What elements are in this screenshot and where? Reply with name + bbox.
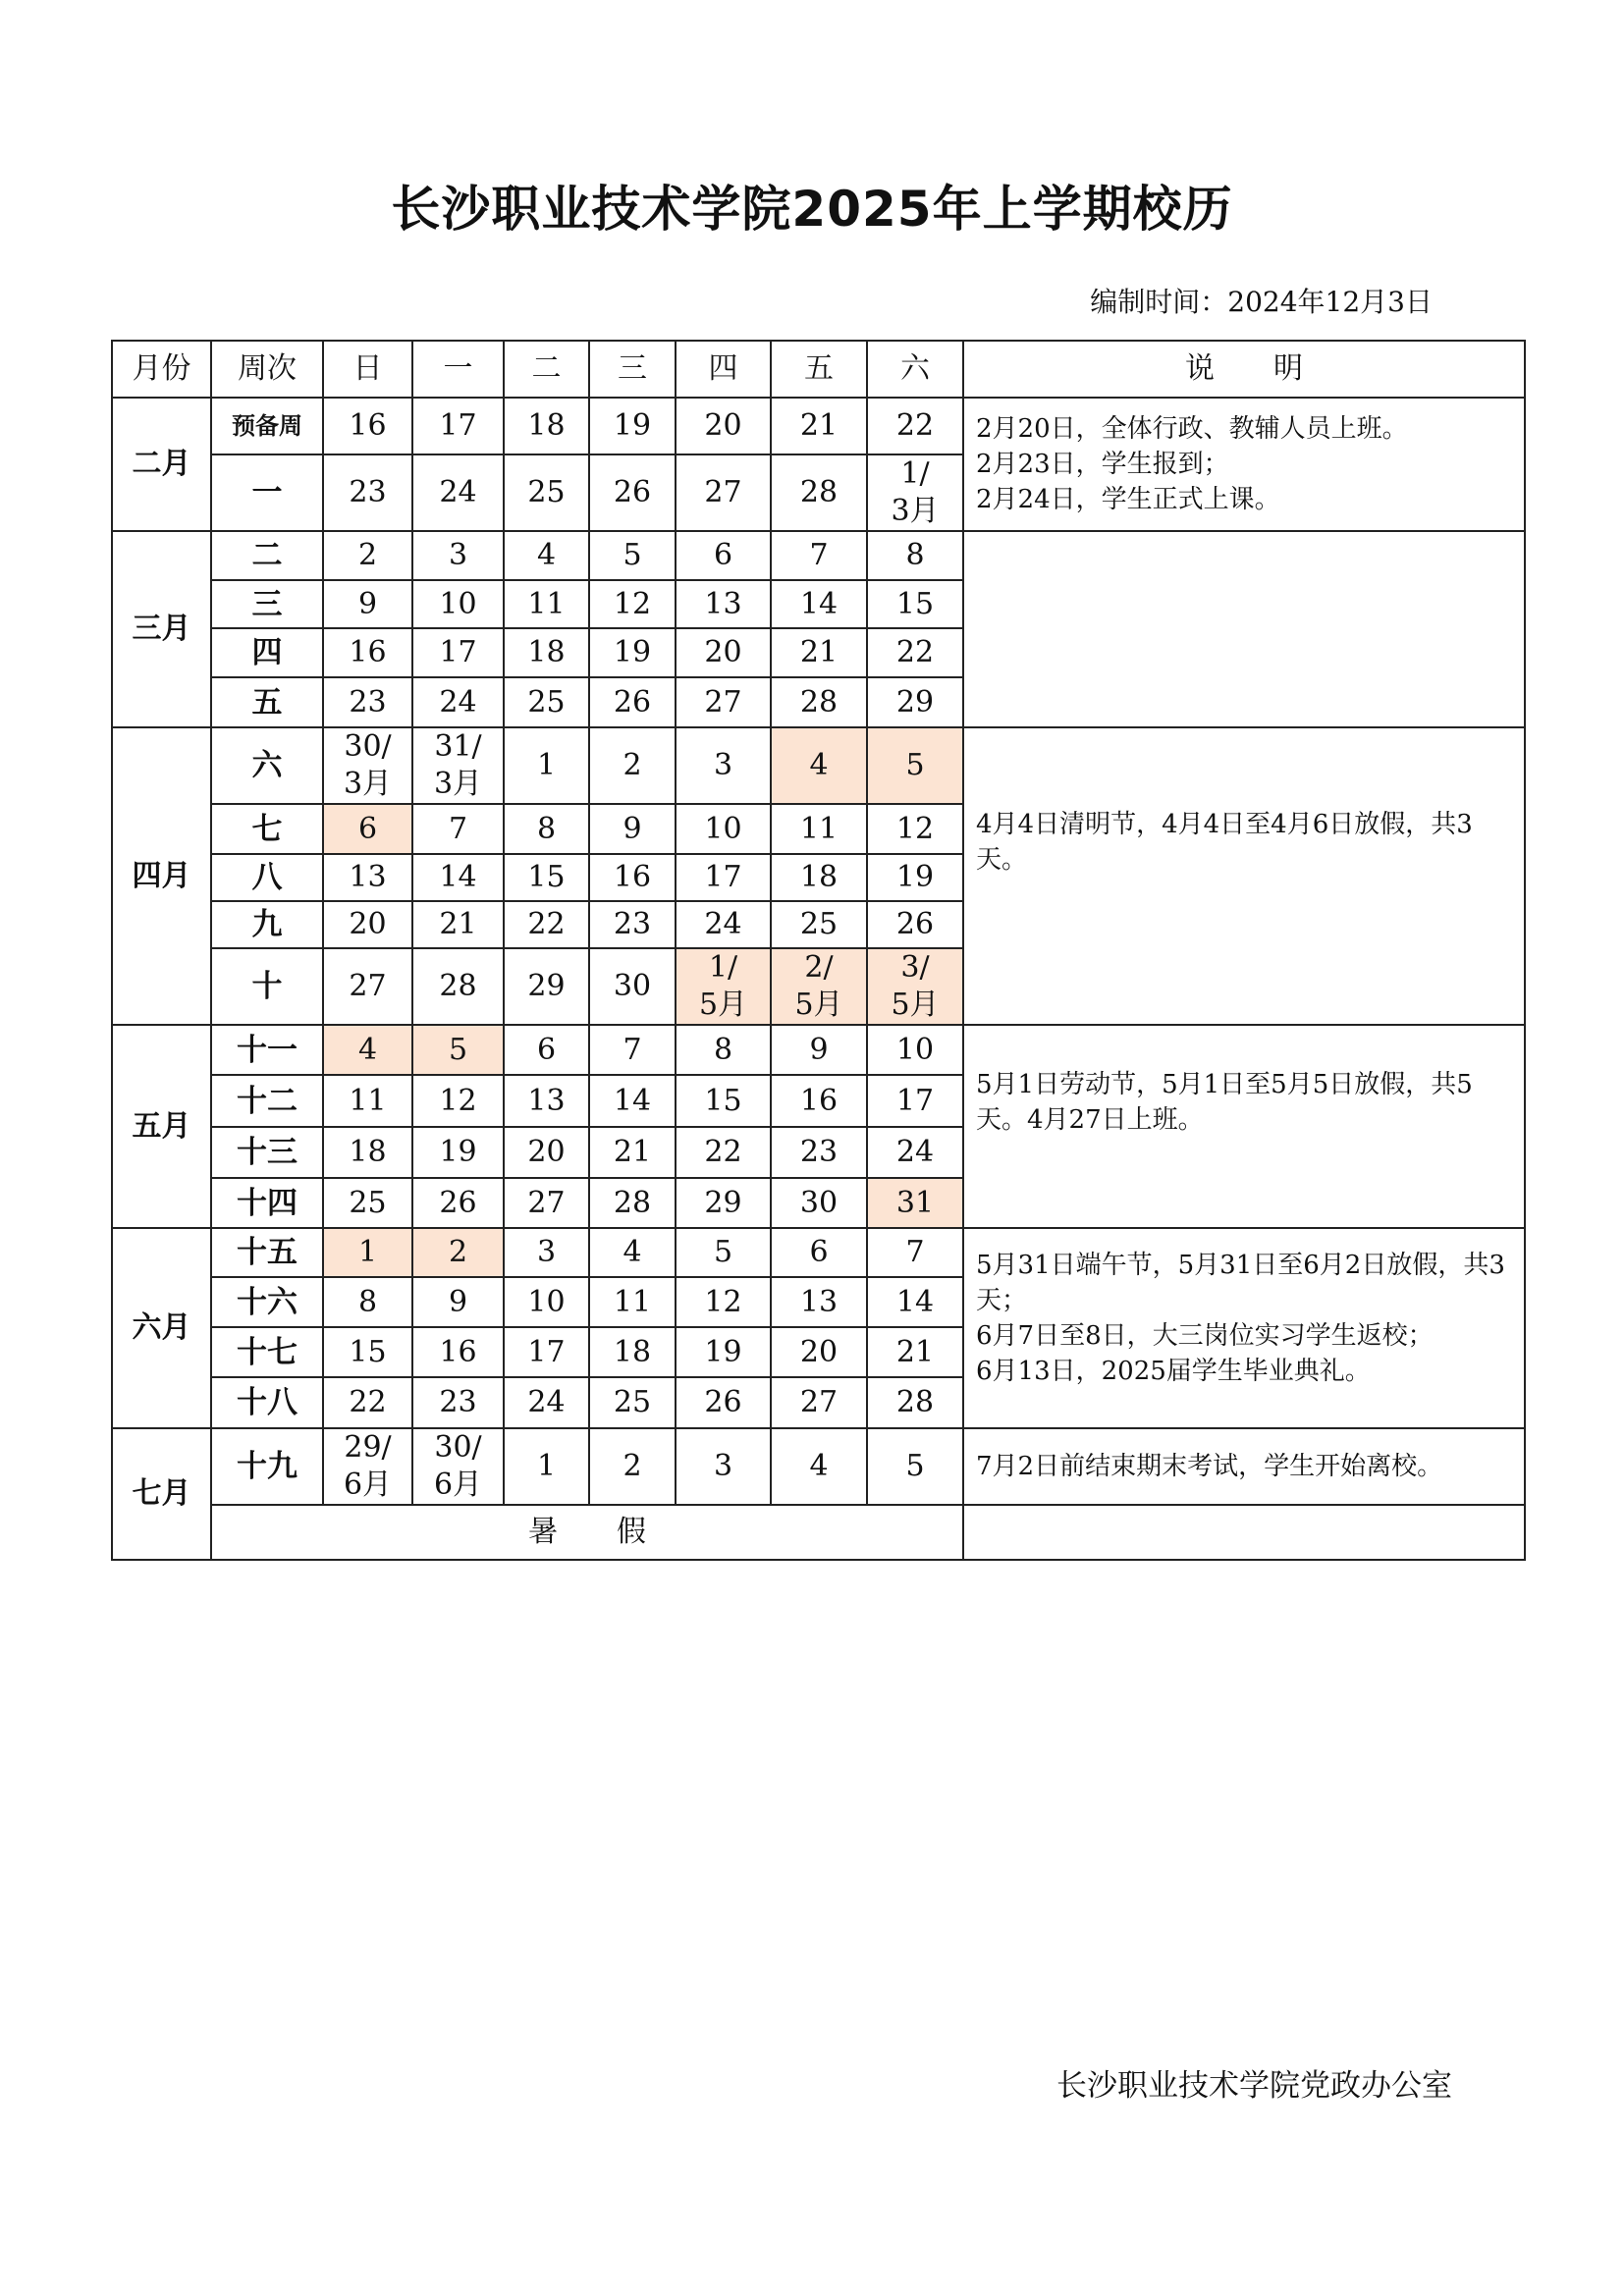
week-number-cell: 八 bbox=[211, 854, 323, 901]
day-cell: 17 bbox=[867, 1075, 963, 1127]
week-row bbox=[112, 398, 1525, 454]
day-cell: 13 bbox=[676, 580, 771, 628]
day-cell: 12 bbox=[589, 580, 676, 628]
week-number-cell: 十五 bbox=[211, 1228, 323, 1277]
day-cell: 19 bbox=[412, 1127, 504, 1178]
week-number-cell: 十六 bbox=[211, 1277, 323, 1327]
compiled-date: 编制时间：2024年12月3日 bbox=[1090, 286, 1433, 318]
day-cell: 28 bbox=[867, 1377, 963, 1428]
day-cell: 24 bbox=[412, 454, 504, 531]
day-cell: 18 bbox=[589, 1327, 676, 1377]
day-cell: 30/ 3月 bbox=[323, 727, 412, 804]
day-cell: 20 bbox=[504, 1127, 589, 1178]
header-row bbox=[112, 341, 1525, 398]
day-cell: 13 bbox=[323, 854, 412, 901]
month-cell: 六月 bbox=[112, 1228, 211, 1428]
week-row bbox=[112, 1228, 1525, 1277]
day-cell: 27 bbox=[676, 454, 771, 531]
day-cell: 13 bbox=[504, 1075, 589, 1127]
day-cell: 14 bbox=[412, 854, 504, 901]
day-cell: 24 bbox=[676, 901, 771, 948]
day-cell: 23 bbox=[323, 454, 412, 531]
week-number-cell: 十 bbox=[211, 948, 323, 1025]
day-cell: 26 bbox=[589, 677, 676, 727]
day-cell: 21 bbox=[589, 1127, 676, 1178]
week-number-cell: 十一 bbox=[211, 1025, 323, 1075]
day-cell: 24 bbox=[504, 1377, 589, 1428]
header-day-thu: 四 bbox=[676, 341, 771, 398]
school-calendar-table bbox=[111, 340, 1526, 1561]
calendar-body bbox=[112, 398, 1525, 1560]
header-day-mon: 一 bbox=[412, 341, 504, 398]
day-cell: 23 bbox=[771, 1127, 867, 1178]
day-cell: 7 bbox=[412, 804, 504, 854]
holiday-day-cell: 6 bbox=[323, 804, 412, 854]
day-cell: 13 bbox=[771, 1277, 867, 1327]
header-note: 说 明 bbox=[963, 341, 1525, 398]
day-cell: 16 bbox=[323, 628, 412, 677]
day-cell: 11 bbox=[504, 580, 589, 628]
day-cell: 5 bbox=[676, 1228, 771, 1277]
day-cell: 12 bbox=[412, 1075, 504, 1127]
week-row bbox=[112, 727, 1525, 804]
day-cell: 22 bbox=[676, 1127, 771, 1178]
summer-vacation-cell: 暑 假 bbox=[211, 1505, 963, 1560]
day-cell: 18 bbox=[771, 854, 867, 901]
day-cell: 3 bbox=[412, 531, 504, 580]
day-cell: 27 bbox=[323, 948, 412, 1025]
note-line: 7月2日前结束期末考试，学生开始离校。 bbox=[976, 1452, 1443, 1481]
header-day-tue: 二 bbox=[504, 341, 589, 398]
day-cell: 29 bbox=[867, 677, 963, 727]
day-cell: 3 bbox=[676, 727, 771, 804]
day-cell: 22 bbox=[323, 1377, 412, 1428]
day-cell: 16 bbox=[323, 398, 412, 454]
day-cell: 19 bbox=[676, 1327, 771, 1377]
day-cell: 20 bbox=[676, 628, 771, 677]
day-cell: 25 bbox=[504, 454, 589, 531]
day-cell: 29 bbox=[504, 948, 589, 1025]
holiday-day-cell: 1 bbox=[323, 1228, 412, 1277]
day-cell: 7 bbox=[771, 531, 867, 580]
day-cell: 10 bbox=[676, 804, 771, 854]
header-month: 月份 bbox=[112, 341, 211, 398]
header-day-sun: 日 bbox=[323, 341, 412, 398]
holiday-day-cell: 2 bbox=[412, 1228, 504, 1277]
day-cell: 8 bbox=[676, 1025, 771, 1075]
day-cell: 24 bbox=[867, 1127, 963, 1178]
note-line: 2月20日，全体行政、教辅人员上班。 bbox=[976, 414, 1408, 444]
week-number-cell: 四 bbox=[211, 628, 323, 677]
day-cell: 22 bbox=[867, 628, 963, 677]
day-cell: 23 bbox=[412, 1377, 504, 1428]
day-cell: 10 bbox=[412, 580, 504, 628]
day-cell: 16 bbox=[589, 854, 676, 901]
day-cell: 10 bbox=[504, 1277, 589, 1327]
month-cell: 四月 bbox=[112, 727, 211, 1025]
day-cell: 9 bbox=[412, 1277, 504, 1327]
empty-note-cell bbox=[963, 1505, 1525, 1560]
day-cell: 30/ 6月 bbox=[412, 1428, 504, 1505]
day-cell: 1/ 3月 bbox=[867, 454, 963, 531]
week-number-cell: 十四 bbox=[211, 1178, 323, 1228]
week-number-cell: 十七 bbox=[211, 1327, 323, 1377]
note-line: 5月1日劳动节，5月1日至5月5日放假，共5天。4月27日上班。 bbox=[976, 1069, 1473, 1135]
day-cell: 21 bbox=[867, 1327, 963, 1377]
day-cell: 8 bbox=[867, 531, 963, 580]
day-cell: 2 bbox=[589, 727, 676, 804]
day-cell: 6 bbox=[676, 531, 771, 580]
day-cell: 23 bbox=[323, 677, 412, 727]
day-cell: 27 bbox=[676, 677, 771, 727]
day-cell: 2 bbox=[589, 1428, 676, 1505]
day-cell: 21 bbox=[412, 901, 504, 948]
day-cell: 21 bbox=[771, 398, 867, 454]
week-number-cell: 十九 bbox=[211, 1428, 323, 1505]
day-cell: 17 bbox=[412, 628, 504, 677]
day-cell: 26 bbox=[676, 1377, 771, 1428]
day-cell: 3 bbox=[676, 1428, 771, 1505]
week-number-cell: 十二 bbox=[211, 1075, 323, 1127]
week-number-cell: 十八 bbox=[211, 1377, 323, 1428]
week-row bbox=[112, 1025, 1525, 1075]
day-cell: 6 bbox=[504, 1025, 589, 1075]
day-cell: 17 bbox=[504, 1327, 589, 1377]
day-cell: 28 bbox=[771, 454, 867, 531]
day-cell: 15 bbox=[867, 580, 963, 628]
week-number-cell: 一 bbox=[211, 454, 323, 531]
day-cell: 2 bbox=[323, 531, 412, 580]
day-cell: 21 bbox=[771, 628, 867, 677]
day-cell: 15 bbox=[676, 1075, 771, 1127]
day-cell: 17 bbox=[412, 398, 504, 454]
week-row bbox=[112, 531, 1525, 580]
day-cell: 22 bbox=[504, 901, 589, 948]
note-line: 6月13日，2025届学生毕业典礼。 bbox=[976, 1357, 1371, 1386]
day-cell: 18 bbox=[504, 628, 589, 677]
day-cell: 12 bbox=[676, 1277, 771, 1327]
day-cell: 4 bbox=[771, 1428, 867, 1505]
day-cell: 24 bbox=[412, 677, 504, 727]
header-week: 周次 bbox=[211, 341, 323, 398]
header-day-fri: 五 bbox=[771, 341, 867, 398]
day-cell: 3 bbox=[504, 1228, 589, 1277]
day-cell: 27 bbox=[771, 1377, 867, 1428]
month-cell: 七月 bbox=[112, 1428, 211, 1560]
day-cell: 18 bbox=[504, 398, 589, 454]
day-cell: 22 bbox=[867, 398, 963, 454]
day-cell: 9 bbox=[323, 580, 412, 628]
day-cell: 4 bbox=[504, 531, 589, 580]
holiday-day-cell: 5 bbox=[412, 1025, 504, 1075]
holiday-day-cell: 5 bbox=[867, 727, 963, 804]
week-number-cell: 六 bbox=[211, 727, 323, 804]
month-cell: 五月 bbox=[112, 1025, 211, 1228]
day-cell: 26 bbox=[412, 1178, 504, 1228]
note-cell bbox=[963, 531, 1525, 727]
day-cell: 9 bbox=[589, 804, 676, 854]
week-number-cell: 十三 bbox=[211, 1127, 323, 1178]
day-cell: 15 bbox=[323, 1327, 412, 1377]
note-line: 6月7日至8日，大三岗位实习学生返校； bbox=[976, 1321, 1434, 1351]
day-cell: 5 bbox=[867, 1428, 963, 1505]
day-cell: 15 bbox=[504, 854, 589, 901]
day-cell: 4 bbox=[589, 1228, 676, 1277]
day-cell: 25 bbox=[589, 1377, 676, 1428]
week-number-cell: 三 bbox=[211, 580, 323, 628]
day-cell: 18 bbox=[323, 1127, 412, 1178]
note-cell bbox=[963, 398, 1525, 531]
holiday-day-cell: 4 bbox=[771, 727, 867, 804]
note-cell bbox=[963, 1025, 1525, 1228]
day-cell: 25 bbox=[323, 1178, 412, 1228]
day-cell: 23 bbox=[589, 901, 676, 948]
day-cell: 28 bbox=[771, 677, 867, 727]
day-cell: 11 bbox=[589, 1277, 676, 1327]
note-cell bbox=[963, 1428, 1525, 1505]
note-line: 2月23日，学生报到； bbox=[976, 450, 1229, 479]
day-cell: 30 bbox=[589, 948, 676, 1025]
page-title: 长沙职业技术学院2025年上学期校历 bbox=[391, 181, 1233, 238]
day-cell: 8 bbox=[323, 1277, 412, 1327]
day-cell: 17 bbox=[676, 854, 771, 901]
day-cell: 19 bbox=[867, 854, 963, 901]
day-cell: 16 bbox=[771, 1075, 867, 1127]
day-cell: 9 bbox=[771, 1025, 867, 1075]
week-number-cell: 五 bbox=[211, 677, 323, 727]
day-cell: 6 bbox=[771, 1228, 867, 1277]
day-cell: 16 bbox=[412, 1327, 504, 1377]
day-cell: 11 bbox=[323, 1075, 412, 1127]
day-cell: 29/ 6月 bbox=[323, 1428, 412, 1505]
week-row bbox=[112, 1428, 1525, 1505]
week-number-cell: 二 bbox=[211, 531, 323, 580]
day-cell: 30 bbox=[771, 1178, 867, 1228]
issuer: 长沙职业技术学院党政办公室 bbox=[1056, 2068, 1452, 2104]
day-cell: 20 bbox=[323, 901, 412, 948]
day-cell: 14 bbox=[867, 1277, 963, 1327]
day-cell: 10 bbox=[867, 1025, 963, 1075]
holiday-day-cell: 31 bbox=[867, 1178, 963, 1228]
holiday-day-cell: 3/ 5月 bbox=[867, 948, 963, 1025]
day-cell: 14 bbox=[589, 1075, 676, 1127]
day-cell: 28 bbox=[589, 1178, 676, 1228]
day-cell: 7 bbox=[589, 1025, 676, 1075]
note-line: 5月31日端午节，5月31日至6月2日放假，共3天； bbox=[976, 1251, 1505, 1315]
day-cell: 25 bbox=[771, 901, 867, 948]
day-cell: 20 bbox=[676, 398, 771, 454]
holiday-day-cell: 1/ 5月 bbox=[676, 948, 771, 1025]
day-cell: 11 bbox=[771, 804, 867, 854]
month-cell: 三月 bbox=[112, 531, 211, 727]
week-number-cell: 七 bbox=[211, 804, 323, 854]
day-cell: 1 bbox=[504, 727, 589, 804]
holiday-day-cell: 4 bbox=[323, 1025, 412, 1075]
day-cell: 28 bbox=[412, 948, 504, 1025]
holiday-day-cell: 2/ 5月 bbox=[771, 948, 867, 1025]
day-cell: 14 bbox=[771, 580, 867, 628]
day-cell: 20 bbox=[771, 1327, 867, 1377]
week-number-cell: 预备周 bbox=[211, 398, 323, 454]
note-line: 2月24日，学生正式上课。 bbox=[976, 485, 1280, 514]
day-cell: 8 bbox=[504, 804, 589, 854]
day-cell: 19 bbox=[589, 398, 676, 454]
day-cell: 1 bbox=[504, 1428, 589, 1505]
day-cell: 31/ 3月 bbox=[412, 727, 504, 804]
day-cell: 27 bbox=[504, 1178, 589, 1228]
header-day-sat: 六 bbox=[867, 341, 963, 398]
note-cell bbox=[963, 1228, 1525, 1428]
day-cell: 26 bbox=[589, 454, 676, 531]
day-cell: 19 bbox=[589, 628, 676, 677]
note-line: 4月4日清明节，4月4日至4月6日放假，共3天。 bbox=[976, 809, 1473, 875]
month-cell: 二月 bbox=[112, 398, 211, 531]
week-number-cell: 九 bbox=[211, 901, 323, 948]
vacation-row bbox=[112, 1505, 1525, 1560]
day-cell: 25 bbox=[504, 677, 589, 727]
day-cell: 26 bbox=[867, 901, 963, 948]
day-cell: 7 bbox=[867, 1228, 963, 1277]
note-cell bbox=[963, 727, 1525, 1025]
day-cell: 29 bbox=[676, 1178, 771, 1228]
day-cell: 12 bbox=[867, 804, 963, 854]
header-day-wed: 三 bbox=[589, 341, 676, 398]
day-cell: 5 bbox=[589, 531, 676, 580]
